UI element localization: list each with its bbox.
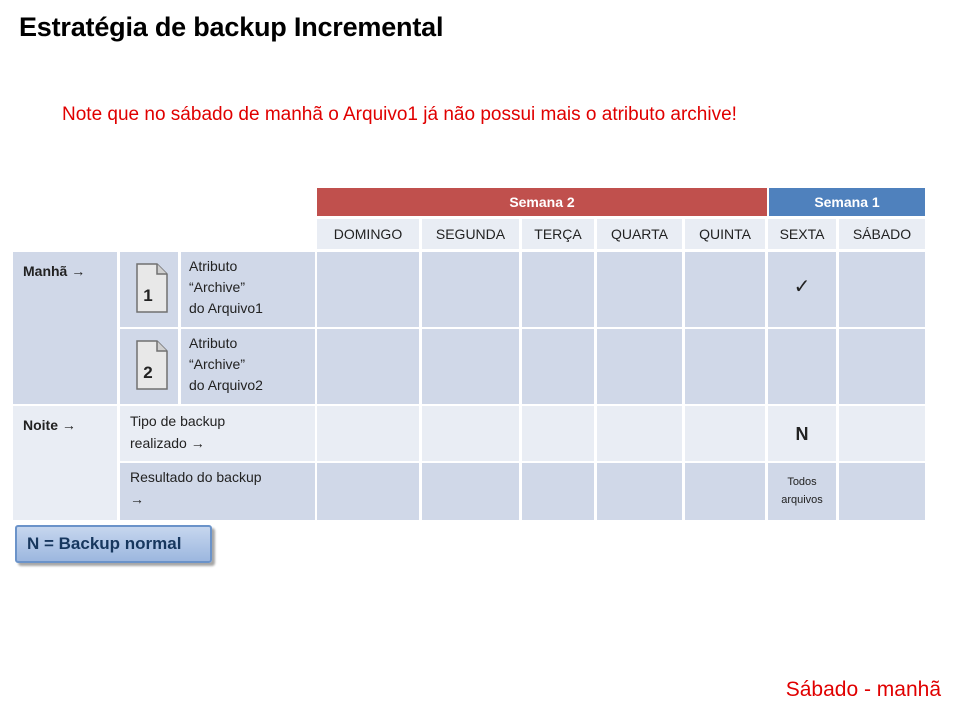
cell — [685, 406, 765, 461]
cell — [422, 463, 519, 520]
friday-backup-result — [768, 463, 836, 520]
friday-result-line1: Todos — [787, 476, 817, 488]
cell — [685, 252, 765, 327]
file2-line2: “Archive” — [189, 356, 246, 372]
file1-icon-cell — [120, 252, 178, 327]
cell — [839, 252, 925, 327]
cell — [597, 463, 682, 520]
cell — [522, 252, 594, 327]
cell — [422, 329, 519, 404]
cell — [422, 406, 519, 461]
file1-line3: do Arquivo1 — [189, 300, 263, 316]
cell — [317, 463, 419, 520]
backup-type-line1: Tipo de backup — [130, 413, 226, 429]
file1-label — [181, 252, 315, 327]
file2-number: 2 — [143, 363, 153, 382]
cell — [768, 329, 836, 404]
file2-document-icon — [133, 337, 169, 393]
week2-header: Semana 2 — [317, 188, 767, 216]
legend-box: N = Backup normal — [15, 525, 212, 563]
slide-title: Estratégia de backup Incremental — [19, 12, 444, 42]
day-quarta: QUARTA — [597, 219, 682, 249]
cell — [839, 463, 925, 520]
cell — [839, 329, 925, 404]
note-text: Note que no sábado de manhã o Arquivo1 já não possui mais o atributo archive! — [62, 104, 737, 125]
file1-document-icon — [133, 260, 169, 316]
cell — [317, 329, 419, 404]
file2-label — [181, 329, 315, 404]
friday-backup-type: N — [768, 406, 836, 461]
file1-line2: “Archive” — [189, 279, 246, 295]
cell — [597, 329, 682, 404]
day-segunda: SEGUNDA — [422, 219, 519, 249]
day-quinta: QUINTA — [685, 219, 765, 249]
day-sabado: SÁBADO — [839, 219, 925, 249]
cell — [685, 329, 765, 404]
backup-result-line2: → — [130, 491, 144, 507]
cell — [522, 329, 594, 404]
week1-header: Semana 1 — [769, 188, 925, 216]
backup-type-line2: realizado → — [130, 435, 205, 451]
cell — [839, 406, 925, 461]
backup-type-label — [120, 406, 315, 461]
day-domingo: DOMINGO — [317, 219, 419, 249]
file2-icon-cell — [120, 329, 178, 404]
cell — [597, 406, 682, 461]
night-label: Noite → — [13, 406, 117, 520]
file1-line1: Atributo — [189, 258, 238, 274]
day-sexta: SEXTA — [768, 219, 836, 249]
friday-result-line2: arquivos — [781, 494, 823, 506]
morning-label: Manhã → — [13, 252, 117, 404]
file2-line1: Atributo — [189, 335, 238, 351]
file1-number: 1 — [143, 286, 153, 305]
cell — [317, 406, 419, 461]
friday-check: ✓ — [768, 252, 836, 327]
cell — [522, 406, 594, 461]
cell — [597, 252, 682, 327]
corner-label: Sábado - manhã — [785, 678, 941, 701]
cell — [317, 252, 419, 327]
cell — [685, 463, 765, 520]
file2-line3: do Arquivo2 — [189, 377, 263, 393]
day-terca: TERÇA — [522, 219, 594, 249]
backup-table — [13, 188, 925, 520]
backup-result-line1: Resultado do backup — [130, 469, 262, 485]
backup-result-label — [120, 463, 315, 520]
cell — [422, 252, 519, 327]
cell — [522, 463, 594, 520]
